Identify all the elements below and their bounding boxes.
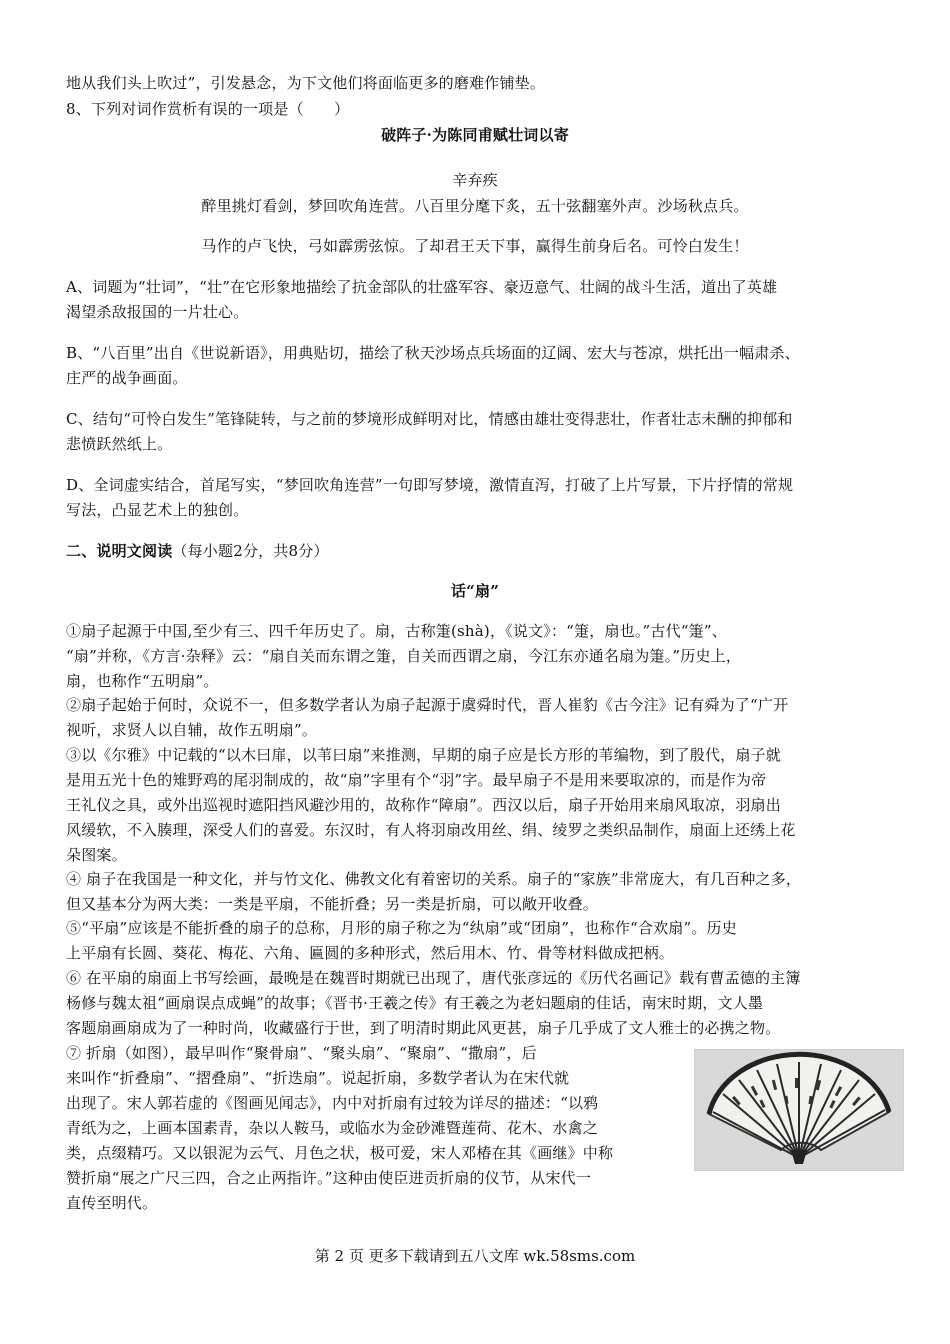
question-8: 8、下列对词作赏析有误的一项是（ ） — [66, 100, 350, 118]
folding-fan-icon — [695, 1050, 903, 1170]
paragraph-line: 出现了。宋人郭若虚的《图画见闻志》，内中对折扇有过较为详尽的描述：“以鸦 — [66, 1094, 599, 1112]
paragraph-line: 客题扇画扇成为了一种时尚，收藏盛行于世，到了明清时期此风更甚，扇子几乎成了文人雅士的必携之物。 — [66, 1019, 781, 1037]
paragraph-line: 赞折扇“展之广尺三四，合之止两指许。”这种由使臣进贡折扇的仪节，从宋代一 — [66, 1169, 592, 1187]
paragraph-line: ②扇子起始于何时，众说不一，但多数学者认为扇子起源于虞舜时代，晋人崔豹《古今注》记有舜为了“广开 — [66, 696, 789, 714]
paragraph-line: 视听，求贤人以自辅，故作五明扇”。 — [66, 721, 318, 739]
paragraph-line: 青纸为之，上画本国素青，杂以人鞍马，或临水为金砂滩暨莲荷、花木、水禽之 — [66, 1119, 599, 1137]
paragraph-line: 杨修与魏太祖“画扇误点成蝇”的故事；《晋书·王羲之传》有王羲之为老妇题扇的佳话，南宋时期，文人墨 — [66, 994, 764, 1012]
folding-fan-image — [694, 1049, 904, 1171]
option-c-cont: 悲愤跃然纸上。 — [66, 435, 173, 453]
paragraph-line: 风缓软，不入腠理，深受人们的喜爱。东汉时，有人将羽扇改用丝、绢、绫罗之类织品制作，扇面上还绣上花 — [66, 821, 796, 839]
poem-title: 破阵子·为陈同甫赋壮词以寄 — [381, 126, 569, 144]
paragraph-line: ⑥ 在平扇的扇面上书写绘画，最晚是在魏晋时期就已出现了，唐代张彦远的《历代名画记》载有曹孟德的主簿 — [66, 969, 801, 987]
paragraph-line: “扇”并称，《方言·杂释》云：“扇自关而东谓之箑，自关而西谓之扇，今江东亦通名扇为箑。”历史上， — [66, 647, 742, 665]
poem-line: 马作的卢飞快，弓如霹雳弦惊。了却君王天下事，赢得生前身后名。可怜白发生！ — [201, 237, 749, 255]
option-a: A、词题为“壮词”，“壮”在它形象地描绘了抗金部队的壮盛军容、豪迈意气、壮阔的战斗生活，道出了英雄 — [66, 278, 778, 296]
paragraph-line: ①扇子起源于中国,至少有三、四千年历史了。扇，古称箑(shà)，《说文》：“箑，扇也。”古代“箑”、 — [66, 622, 727, 640]
paragraph-line: 朵图案。 — [66, 846, 127, 864]
paragraph-line: 是用五光十色的雉野鸡的尾羽制成的，故“扇”字里有个“羽”字。最早扇子不是用来要取凉的，而是作为帝 — [66, 771, 767, 789]
paragraph-line: 王礼仪之具，或外出巡视时遮阳挡风避沙用的，故称作“障扇”。西汉以后，扇子开始用来扇风取凉，羽扇出 — [66, 796, 781, 814]
option-a-cont: 渴望杀敌报国的一片壮心。 — [66, 303, 249, 321]
paragraph-line: 上平扇有长圆、葵花、梅花、六角、匾圆的多种形式，然后用木、竹、骨等材料做成把柄。 — [66, 944, 675, 962]
paragraph-line: ④ 扇子在我国是一种文化，并与竹文化、佛教文化有着密切的关系。扇子的“家族”非常庞大，有几百种之多， — [66, 870, 802, 888]
essay-title: 话“扇” — [450, 582, 500, 600]
text-line: 地从我们头上吹过”，引发悬念，为下文他们将面临更多的磨难作铺垫。 — [66, 74, 546, 92]
poem-line: 醉里挑灯看剑，梦回吹角连营。八百里分麾下炙，五十弦翻塞外声。沙场秋点兵。 — [201, 197, 749, 215]
poem-author: 辛弃疾 — [452, 171, 498, 189]
paragraph-line: ⑤“平扇”应该是不能折叠的扇子的总称，月形的扇子称之为“纨扇”或“团扇”，也称作“合欢扇”。历史 — [66, 919, 737, 937]
option-b: B、“八百里”出自《世说新语》，用典贴切，描绘了秋天沙场点兵场面的辽阔、宏大与苍凉，烘托出一幅肃杀、 — [66, 344, 800, 362]
paragraph-line: 但又基本分为两大类：一类是平扇，不能折叠；另一类是折扇，可以敞开收叠。 — [66, 895, 599, 913]
section-note: （每小题2分，共8分） — [172, 542, 329, 560]
paragraph-line: 直传至明代。 — [66, 1194, 158, 1212]
page-footer: 第 2 页 更多下载请到五八文库 wk.58sms.com — [314, 1247, 636, 1265]
paragraph-line: 扇，也称作“五明扇”。 — [66, 672, 219, 690]
paragraph-line: 来叫作“折叠扇”、“摺叠扇”、“折迭扇”。说起折扇，多数学者认为在宋代就 — [66, 1069, 570, 1087]
paragraph-line: 类，点缀精巧。又以银泥为云气、月色之状，极可爱，宋人邓椿在其《画继》中称 — [66, 1144, 614, 1162]
section-title: 二、说明文阅读 — [66, 542, 173, 560]
paragraph-line: ⑦ 折扇（如图），最早叫作“聚骨扇”、“聚头扇”、“聚扇”、“撒扇”，后 — [66, 1044, 537, 1062]
section-heading — [66, 540, 329, 562]
option-c: C、结句“可怜白发生”笔锋陡转，与之前的梦境形成鲜明对比，情感由雄壮变得悲壮，作者壮志未酬的抑郁和 — [66, 410, 793, 428]
option-d: D、全词虚实结合，首尾写实，“梦回吹角连营”一句即写梦境，激情直泻，打破了上片写景，下片抒情的常规 — [66, 476, 794, 494]
option-d-cont: 写法，凸显艺术上的独创。 — [66, 501, 249, 519]
paragraph-line: ③以《尔雅》中记载的“以木曰扉，以苇曰扇”来推测，早期的扇子应是长方形的苇编物，到了殷代，扇子就 — [66, 746, 781, 764]
option-b-cont: 庄严的战争画面。 — [66, 369, 188, 387]
